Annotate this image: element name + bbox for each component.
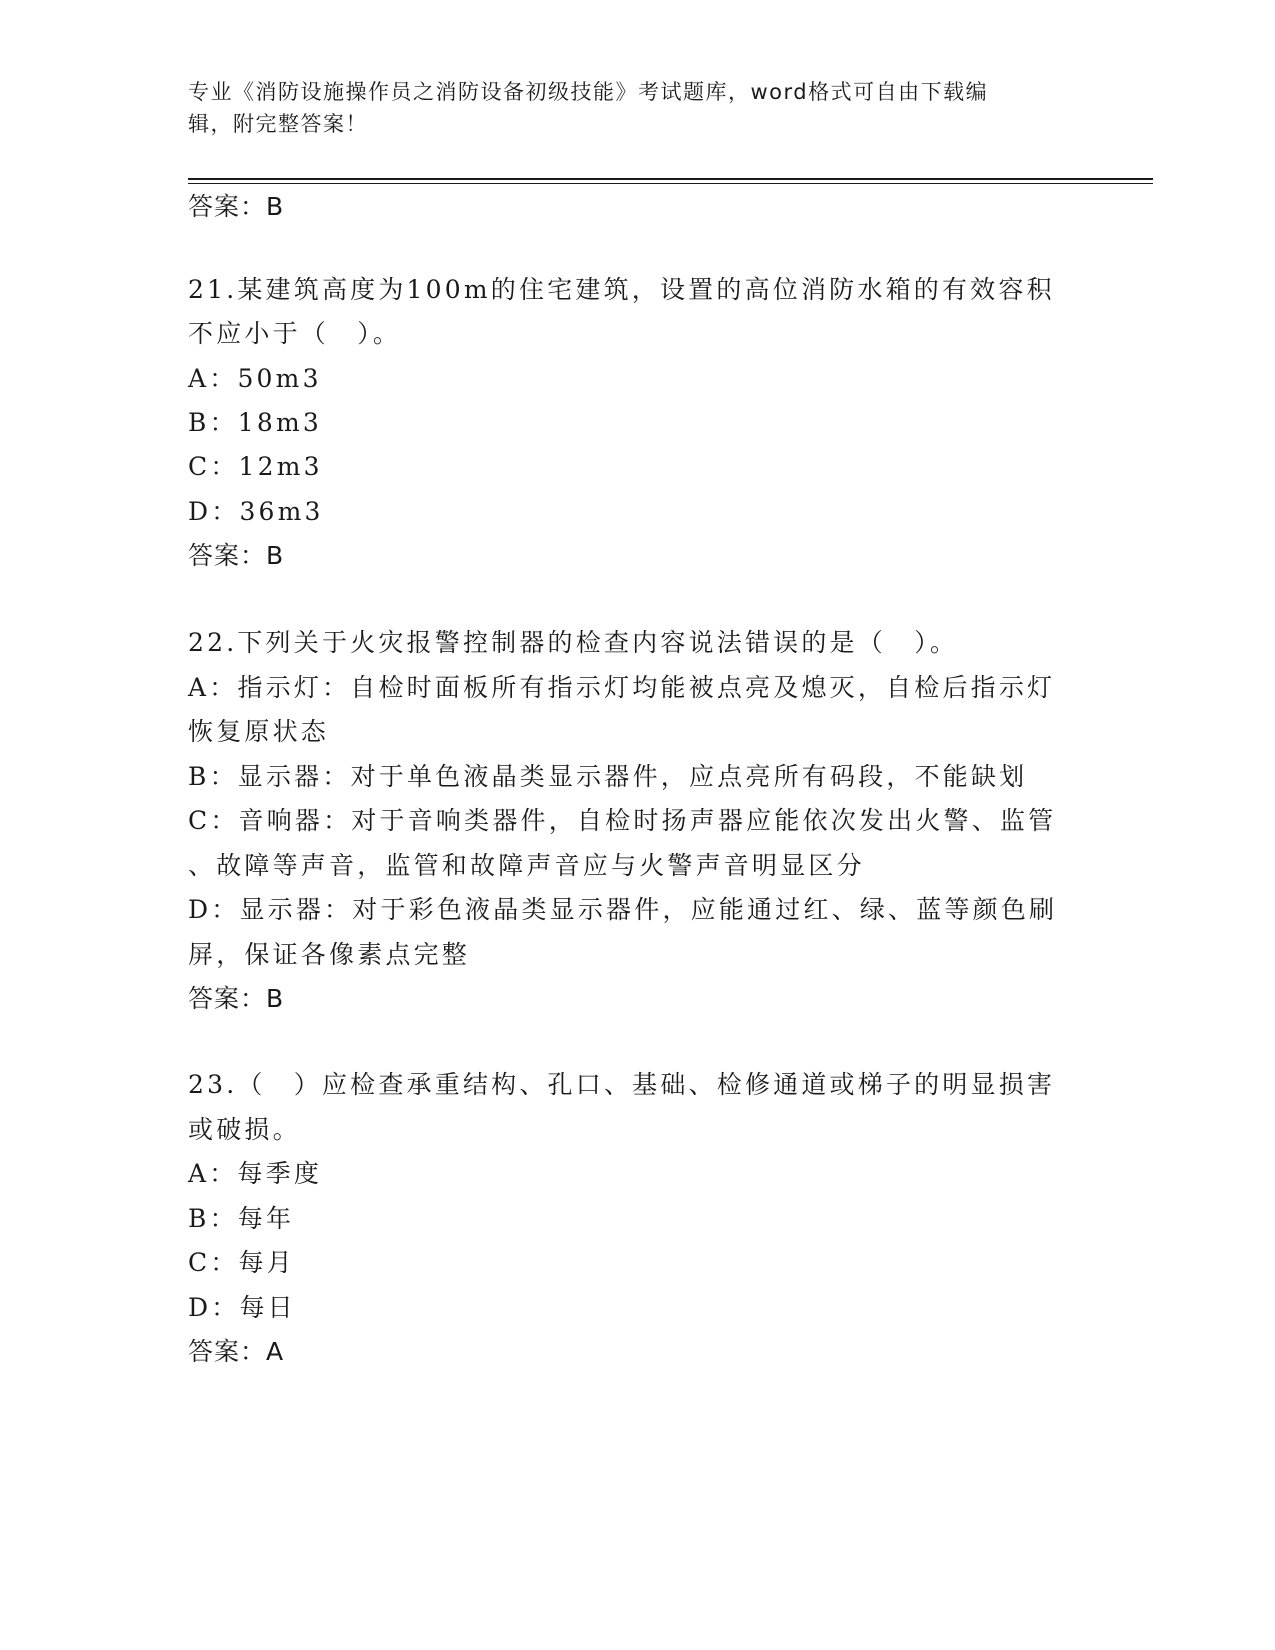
- q23-option-a: A：每季度: [188, 1159, 323, 1188]
- document-header: [188, 76, 1068, 140]
- q23-option-c: C：每月: [188, 1248, 295, 1277]
- header-line-2: 辑，附完整答案！: [188, 112, 368, 136]
- q23-option-d: D：每日: [188, 1293, 296, 1322]
- header-line-1: 专业《消防设施操作员之消防设备初级技能》考试题库，word格式可自由下载编: [188, 80, 989, 104]
- q21-option-d: D：36m3: [188, 497, 324, 526]
- q23-stem-line-1: 23.（ ）应检查承重结构、孔口、基础、检修通道或梯子的明显损害: [188, 1070, 1056, 1099]
- q21-option-c: C：12m3: [188, 452, 323, 481]
- q21-stem-line-2: 不应小于（ ）。: [188, 319, 402, 348]
- q22-option-c-line-2: 、故障等声音，监管和故障声音应与火警声音明显区分: [188, 851, 865, 880]
- q21-stem-line-1: 21.某建筑高度为100m的住宅建筑，设置的高位消防水箱的有效容积: [188, 275, 1055, 304]
- q23-option-b: B：每年: [188, 1204, 295, 1233]
- header-divider-thin: [188, 183, 1153, 184]
- answer-q23: 答案：A: [188, 1337, 285, 1366]
- q22-option-c-line-1: C：音响器：对于音响类器件，自检时扬声器应能依次发出火警、监管: [188, 806, 1057, 835]
- q21-option-a: A：50m3: [188, 364, 322, 393]
- q22-option-b: B：显示器：对于单色液晶类显示器件，应点亮所有码段，不能缺划: [188, 762, 1028, 791]
- q22-stem-line-1: 22.下列关于火灾报警控制器的检查内容说法错误的是（ ）。: [188, 628, 959, 657]
- answer-q21: 答案：B: [188, 541, 285, 570]
- q21-option-b: B：18m3: [188, 408, 322, 437]
- q23-stem-line-2: 或破损。: [188, 1115, 301, 1144]
- answer-q20: 答案：B: [188, 192, 285, 221]
- q22-option-d-line-2: 屏，保证各像素点完整: [188, 940, 471, 969]
- header-divider-thick: [188, 178, 1153, 180]
- answer-q22: 答案：B: [188, 984, 285, 1013]
- q22-option-a-line-1: A：指示灯：自检时面板所有指示灯均能被点亮及熄灭，自检后指示灯: [188, 673, 1056, 702]
- q22-option-a-line-2: 恢复原状态: [188, 717, 330, 746]
- q22-option-d-line-1: D：显示器：对于彩色液晶类显示器件，应能通过红、绿、蓝等颜色刷: [188, 895, 1058, 924]
